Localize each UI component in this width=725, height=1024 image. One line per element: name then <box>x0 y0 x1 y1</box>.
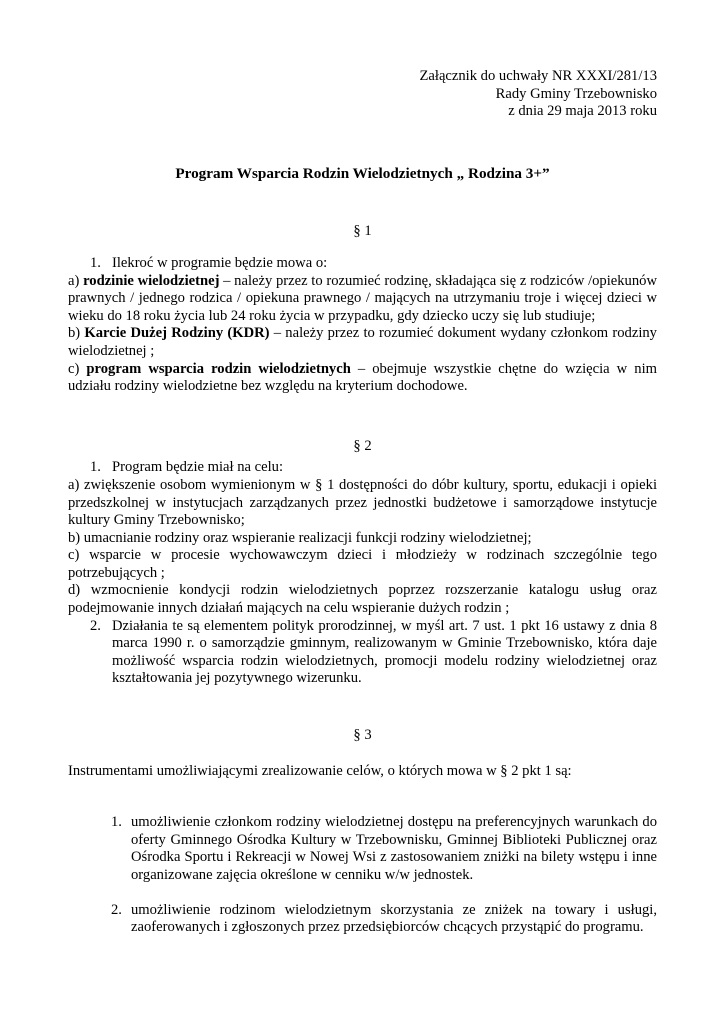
goal-b: b) umacnianie rodziny oraz wspieranie realizacji funkcji rodziny wielodzietnej; <box>68 529 532 546</box>
section-1-item-1 <box>68 255 657 273</box>
goal-a: a) zwiększenie osobom wymienionym w § 1 dostępności do dóbr kultury, sportu, edukacji i opieki przedszkolnej w instytucjach zarządzanych przez jednostki budżetowe i samorządowe instytucje kultury Gminy Trzebownisko; <box>68 476 657 529</box>
item-number: 1. <box>90 254 101 271</box>
definition-a <box>68 273 657 326</box>
definition-c-text: – obejmuje wszystkie chętne do wzięcia w nim udziału rodziny wielodzietne bez względu na kryterium dochodowe. <box>68 360 657 395</box>
header-line-date: z dnia 29 maja 2013 roku <box>508 103 657 120</box>
definition-b-text: – należy przez to rozumieć dokument wydany członkom rodziny wielodzietnej ; <box>68 325 657 359</box>
section-2-item-1 <box>68 459 657 477</box>
document-title: Program Wsparcia Rodzin Wielodzietnych „ Rodzina 3+” <box>175 164 550 182</box>
item-number: 1. <box>90 459 101 476</box>
item-text: Ilekroć w programie będzie mowa o: <box>112 254 328 271</box>
section-3-intro: Instrumentami umożliwiającymi zrealizowanie celów, o których mowa w § 2 pkt 1 są: <box>68 762 572 779</box>
item-number: 2. <box>90 617 101 634</box>
item-text: umożliwienie członkom rodziny wielodzietnej dostępu na preferencyjnych warunkach do oferty Gminnego Ośrodka Kultury w Trzebownisku, Gminnej Biblioteki Publicznej oraz Ośrodka Sportu i Rekreacji w Nowej Wsi z zastosowaniem zniżki na bilety wstępu i inne organizowane zajęcia określone w cenniku w/w jednostek. <box>131 814 657 883</box>
definition-a-term: rodzinie wielodzietnej <box>83 272 220 289</box>
item-text: Działania te są elementem polityk prorodzinnej, w myśl art. 7 ust. 1 pkt 16 ustawy z dnia 8 marca 1990 r. o samorządzie gminnym, realizowanym w Gminie Trzebownisko, która daje możliwość wsparcia rodzin wielodzietnych, promocji modelu rodziny wielodzietnej oraz kształtowania jej pozytywnego wizerunku. <box>112 617 657 687</box>
definition-b-prefix: b) <box>68 325 85 342</box>
section-1-heading: § 1 <box>353 223 372 240</box>
instrument-item-1 <box>111 814 657 884</box>
item-text: umożliwienie rodzinom wielodzietnym skorzystania ze zniżek na towary i usługi, zaoferowanych i zgłoszonych przez przedsiębiorców chcących przystąpić do programu. <box>131 901 657 936</box>
item-text: Program będzie miał na celu: <box>112 459 284 476</box>
section-3-heading: § 3 <box>353 727 372 744</box>
instrument-item-2 <box>111 902 657 937</box>
goal-d: d) wzmocnienie kondycji rodzin wielodzietnych poprzez rozszerzanie katalogu usług oraz podejmowanie innych działań mających na celu wspieranie dużych rodzin ; <box>68 582 657 617</box>
section-2-item-2 <box>68 618 657 688</box>
definition-a-prefix: a) <box>68 272 84 289</box>
header-line-attachment: Załącznik do uchwały NR XXXI/281/13 <box>419 68 657 84</box>
definition-a-text: – należy przez to rozumieć rodzinę, składająca się z rodziców /opiekunów prawnych / jednego rodzica / opiekuna prawnego / mających na utrzymaniu troje i więcej dzieci w wieku do 18 roku życia lub 24 roku życia w przypadku, gdy dziecko uczy się lub studiuje; <box>68 272 657 324</box>
definition-c-term: program wsparcia rodzin wielodzietnych <box>86 360 351 377</box>
header-line-council: Rady Gminy Trzebownisko <box>495 85 657 102</box>
definition-c-prefix: c) <box>68 360 87 377</box>
goal-c: c) wsparcie w procesie wychowawczym dzieci i młodzieży w rodzinach szczególnie tego potrzebujących ; <box>68 547 657 581</box>
definition-c <box>68 361 657 396</box>
document-header <box>68 68 657 121</box>
item-number: 1. <box>111 814 122 831</box>
item-number: 2. <box>111 901 122 918</box>
section-2-heading: § 2 <box>353 437 372 454</box>
definition-b <box>68 325 657 360</box>
definition-b-term: Karcie Dużej Rodziny (KDR) <box>84 325 270 342</box>
